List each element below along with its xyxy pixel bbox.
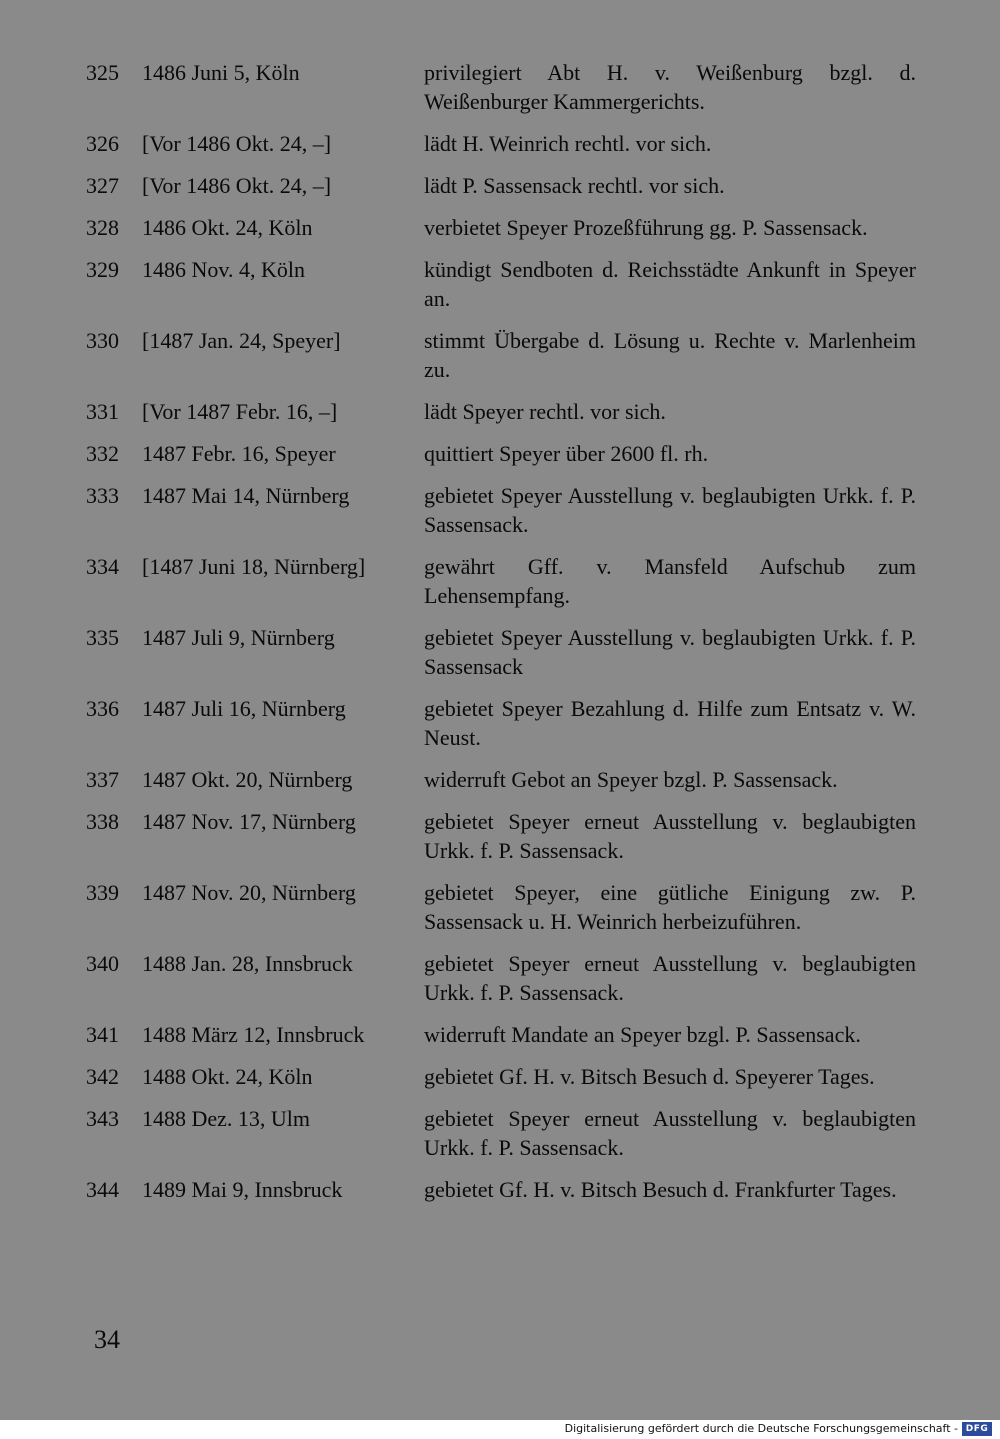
entry-date: 1487 Okt. 20, Nürnberg — [142, 767, 353, 792]
entry-date: 1486 Okt. 24, Köln — [142, 215, 313, 240]
entry-number: 337 — [86, 767, 119, 792]
entry-number: 334 — [86, 554, 119, 579]
entry-334 — [86, 552, 916, 610]
entry-text: lädt P. Sassensack rechtl. vor sich. — [424, 173, 725, 198]
entry-date: 1487 Juli 16, Nürnberg — [142, 696, 346, 721]
entry-text: widerruft Mandate an Speyer bzgl. P. Sassensack. — [424, 1022, 861, 1047]
entry-text: quittiert Speyer über 2600 fl. rh. — [424, 441, 709, 466]
entry-328 — [86, 213, 916, 242]
entry-text: widerruft Gebot an Speyer bzgl. P. Sassensack. — [424, 767, 838, 792]
entry-date: 1487 Febr. 16, Speyer — [142, 441, 336, 466]
entry-number: 330 — [86, 328, 119, 353]
entry-number: 333 — [86, 483, 119, 508]
entry-date: 1487 Juli 9, Nürnberg — [142, 625, 335, 650]
entry-date: [Vor 1486 Okt. 24, –] — [142, 131, 332, 156]
entry-text: gebietet Speyer Ausstellung v. beglaubigten Urkk. f. P. Sassensack. — [424, 483, 916, 537]
entry-338 — [86, 807, 916, 865]
entry-date: 1486 Nov. 4, Köln — [142, 257, 305, 282]
entry-number: 335 — [86, 625, 119, 650]
entry-340 — [86, 949, 916, 1007]
entry-number: 338 — [86, 809, 119, 834]
entry-337 — [86, 765, 916, 794]
entry-date: [1487 Jan. 24, Speyer] — [142, 328, 341, 353]
entry-329 — [86, 255, 916, 313]
entry-text: gebietet Speyer, eine gütliche Einigung zw. P. Sassensack u. H. Weinrich herbeizuführen. — [424, 880, 916, 934]
entry-number: 329 — [86, 257, 119, 282]
entry-text: lädt Speyer rechtl. vor sich. — [424, 399, 666, 424]
entry-text: stimmt Übergabe d. Lösung u. Rechte v. Marlenheim zu. — [424, 328, 916, 382]
entry-333 — [86, 481, 916, 539]
entry-text: lädt H. Weinrich rechtl. vor sich. — [424, 131, 712, 156]
entry-date: [Vor 1486 Okt. 24, –] — [142, 173, 332, 198]
entry-text: gebietet Gf. H. v. Bitsch Besuch d. Speyerer Tages. — [424, 1064, 875, 1089]
entry-text: gebietet Speyer Bezahlung d. Hilfe zum Entsatz v. W. Neust. — [424, 696, 916, 750]
entry-date: 1489 Mai 9, Innsbruck — [142, 1177, 343, 1202]
entry-date: 1486 Juni 5, Köln — [142, 60, 300, 85]
entry-number: 344 — [86, 1177, 119, 1202]
entry-number: 342 — [86, 1064, 119, 1089]
entry-number: 339 — [86, 880, 119, 905]
entry-text: gewährt Gff. v. Mansfeld Aufschub zum Lehensempfang. — [424, 554, 916, 608]
funding-notice: Digitalisierung gefördert durch die Deutsche Forschungsgemeinschaft - — [564, 1422, 958, 1435]
entry-date: 1487 Nov. 17, Nürnberg — [142, 809, 356, 834]
entry-number: 328 — [86, 215, 119, 240]
entry-text: gebietet Gf. H. v. Bitsch Besuch d. Frankfurter Tages. — [424, 1177, 897, 1202]
entry-number: 325 — [86, 60, 119, 85]
entry-335 — [86, 623, 916, 681]
entry-number: 340 — [86, 951, 119, 976]
entry-date: 1487 Nov. 20, Nürnberg — [142, 880, 356, 905]
entry-327 — [86, 171, 916, 200]
entry-331 — [86, 397, 916, 426]
entry-326 — [86, 129, 916, 158]
entry-344 — [86, 1175, 916, 1204]
entry-text: kündigt Sendboten d. Reichsstädte Ankunft in Speyer an. — [424, 257, 916, 311]
entry-date: 1488 März 12, Innsbruck — [142, 1022, 365, 1047]
entry-330 — [86, 326, 916, 384]
entry-number: 336 — [86, 696, 119, 721]
entry-text: verbietet Speyer Prozeßführung gg. P. Sassensack. — [424, 215, 868, 240]
entry-date: 1487 Mai 14, Nürnberg — [142, 483, 350, 508]
entry-342 — [86, 1062, 916, 1091]
entry-text: gebietet Speyer Ausstellung v. beglaubigten Urkk. f. P. Sassensack — [424, 625, 916, 679]
entry-number: 331 — [86, 399, 119, 424]
entry-number: 341 — [86, 1022, 119, 1047]
entry-date: 1488 Okt. 24, Köln — [142, 1064, 313, 1089]
entry-date: 1488 Jan. 28, Innsbruck — [142, 951, 353, 976]
entry-text: gebietet Speyer erneut Ausstellung v. beglaubigten Urkk. f. P. Sassensack. — [424, 809, 916, 863]
entry-341 — [86, 1020, 916, 1049]
digitization-footer — [0, 1420, 1000, 1439]
entry-text: gebietet Speyer erneut Ausstellung v. beglaubigten Urkk. f. P. Sassensack. — [424, 951, 916, 1005]
entry-343 — [86, 1104, 916, 1162]
entry-339 — [86, 878, 916, 936]
entry-number: 327 — [86, 173, 119, 198]
entry-date: 1488 Dez. 13, Ulm — [142, 1106, 311, 1131]
entry-number: 326 — [86, 131, 119, 156]
entry-332 — [86, 439, 916, 468]
entry-text: privilegiert Abt H. v. Weißenburg bzgl. d. Weißenburger Kammergerichts. — [424, 60, 916, 114]
dfg-logo-icon: DFG — [962, 1422, 992, 1436]
regesten-list — [86, 58, 916, 1217]
entry-336 — [86, 694, 916, 752]
entry-number: 343 — [86, 1106, 119, 1131]
entry-number: 332 — [86, 441, 119, 466]
page-number: 34 — [94, 1325, 120, 1354]
entry-date: [Vor 1487 Febr. 16, –] — [142, 399, 338, 424]
entry-date: [1487 Juni 18, Nürnberg] — [142, 554, 366, 579]
entry-325 — [86, 58, 916, 116]
entry-text: gebietet Speyer erneut Ausstellung v. beglaubigten Urkk. f. P. Sassensack. — [424, 1106, 916, 1160]
